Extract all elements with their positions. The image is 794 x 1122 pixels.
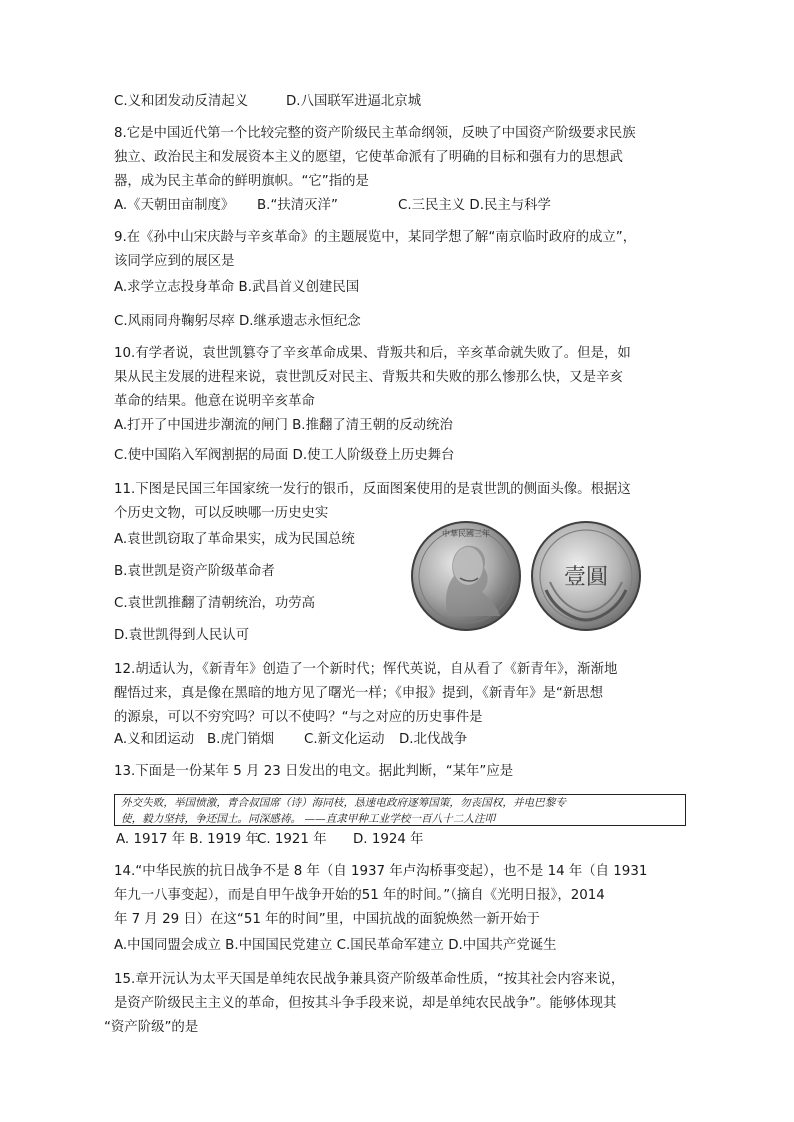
q13-options-ab: A. 1917 年 B. 1919 年 <box>116 832 259 847</box>
q9-options-cd: C.风雨同舟鞠躬尽瘁 D.继承遗志永恒纪念 <box>114 314 361 329</box>
q11-stem-line-1: 11.下图是民国三年国家统一发行的银币，反面图案使用的是袁世凯的侧面头像。根据这 <box>114 482 631 497</box>
silver-coin-image <box>410 520 642 632</box>
q13-stem: 13.下面是一份某年 5 月 23 日发出的电文。据此判断，“某年”应是 <box>114 764 514 779</box>
q15-stem-line-3: “资产阶级”的是 <box>104 1020 199 1035</box>
q11-option-d: D.袁世凯得到人民认可 <box>114 628 250 643</box>
q14-options: A.中国同盟会成立 B.中国国民党建立 C.国民革命军建立 D.中国共产党诞生 <box>114 938 557 953</box>
q14-stem-line-3: 年 7 月 29 日）在这“51 年的时间”里，中国抗战的面貌焕然一新开始于 <box>114 912 540 927</box>
q14-stem-line-2: 年九一八事变起），而是自甲午战争开始的51 年的时间。”（摘自《光明日报》，2014 <box>114 888 605 903</box>
q14-stem-line-1: 14.“中华民族的抗日战争不是 8 年（自 1937 年卢沟桥事变起），也不是 14 年（自 1931 <box>114 864 648 879</box>
q8-option-b: B.“扶清灭洋” <box>257 198 338 213</box>
q12-stem-line-2: 醒悟过来，真是像在黑暗的地方见了曙光一样；《申报》提到，《新青年》是“新思想 <box>114 686 603 701</box>
q9-stem-line-2: 该同学应到的展区是 <box>114 254 235 269</box>
q11-option-a: A.袁世凯窃取了革命果实，成为民国总统 <box>114 532 355 547</box>
q12-option-c: C.新文化运动 <box>304 732 385 747</box>
q10-stem-line-2: 果从民主发展的进程来说，袁世凯反对民主、背叛共和失败的那么惨那么快，又是辛亥 <box>114 370 623 385</box>
q13-option-c: C. 1921 年 <box>257 832 327 847</box>
coin-reverse-inscription: 壹圓 <box>563 565 609 590</box>
coin-obverse-inscription: 中華民國三年 <box>442 529 490 538</box>
q13-option-d: D. 1924 年 <box>353 832 424 847</box>
coin-obverse <box>412 522 520 630</box>
q9-options-ab: A.求学立志投身革命 B.武昌首义创建民国 <box>114 280 360 295</box>
q7-option-c: C.义和团发动反清起义 <box>114 94 249 109</box>
q11-stem-line-2: 个历史文物，可以反映哪一历史史实 <box>114 506 329 521</box>
q10-stem-line-1: 10.有学者说，袁世凯篡夺了辛亥革命成果、背叛共和后，辛亥革命就失败了。但是，如 <box>114 346 631 361</box>
q12-stem-line-3: 的源泉，可以不穷究吗？可以不使吗？“与之对应的历史事件是 <box>114 710 483 725</box>
q15-stem-line-2: 是资产阶级民主主义的革命，但按其斗争手段来说，却是单纯农民战争”。能够体现其 <box>114 996 617 1011</box>
q8-stem-line-3: 器，成为民主革命的鲜明旗帜。“它”指的是 <box>114 174 369 189</box>
q12-stem-line-1: 12.胡适认为，《新青年》创造了一个新时代；恽代英说，自从看了《新青年》，渐渐地 <box>114 662 618 677</box>
q11-option-b: B.袁世凯是资产阶级革命者 <box>114 564 275 579</box>
q12-option-d: D.北伐战争 <box>399 732 468 747</box>
q10-options-ab: A.打开了中国进步潮流的闸门 B.推翻了清王朝的反动统治 <box>114 418 453 433</box>
q8-option-cd: C.三民主义 D.民主与科学 <box>398 198 551 213</box>
telegram-line-2: 使，毅力坚持，争还国土。同深感祷。 ——直隶甲种工业学校一百八十二人注叩 <box>121 813 496 825</box>
q10-stem-line-3: 革命的结果。他意在说明辛亥革命 <box>114 394 315 409</box>
q9-stem-line-1: 9.在《孙中山宋庆龄与辛亥革命》的主题展览中，某同学想了解“南京临时政府的成立”， <box>114 230 637 245</box>
q8-stem-line-1: 8.它是中国近代第一个比较完整的资产阶级民主革命纲领，反映了中国资产阶级要求民族 <box>114 126 636 141</box>
q8-stem-line-2: 独立、政治民主和发展资本主义的愿望，它使革命派有了明确的目标和强有力的思想武 <box>114 150 623 165</box>
q11-option-c: C.袁世凯推翻了清朝统治，功劳高 <box>114 596 316 611</box>
telegram-box <box>114 794 686 826</box>
q12-option-b: B.虎门销烟 <box>207 732 275 747</box>
telegram-line-1: 外交失败，举国愤激，青合叔国席（诗）海同枝，恳速电政府逐筹国策，勿丧国权，并电巴黎专 <box>121 797 566 809</box>
q7-option-d: D.八国联军进逼北京城 <box>286 94 422 109</box>
q8-option-a: A.《天朝田亩制度》 <box>114 198 235 213</box>
q12-option-a: A.义和团运动 <box>114 732 195 747</box>
q15-stem-line-1: 15.章开沅认为太平天国是单纯农民战争兼具资产阶级革命性质，“按其社会内容来说， <box>114 972 625 987</box>
q10-options-cd: C.使中国陷入军阀割据的局面 D.使工人阶级登上历史舞台 <box>114 448 455 463</box>
coin-reverse <box>532 522 640 630</box>
